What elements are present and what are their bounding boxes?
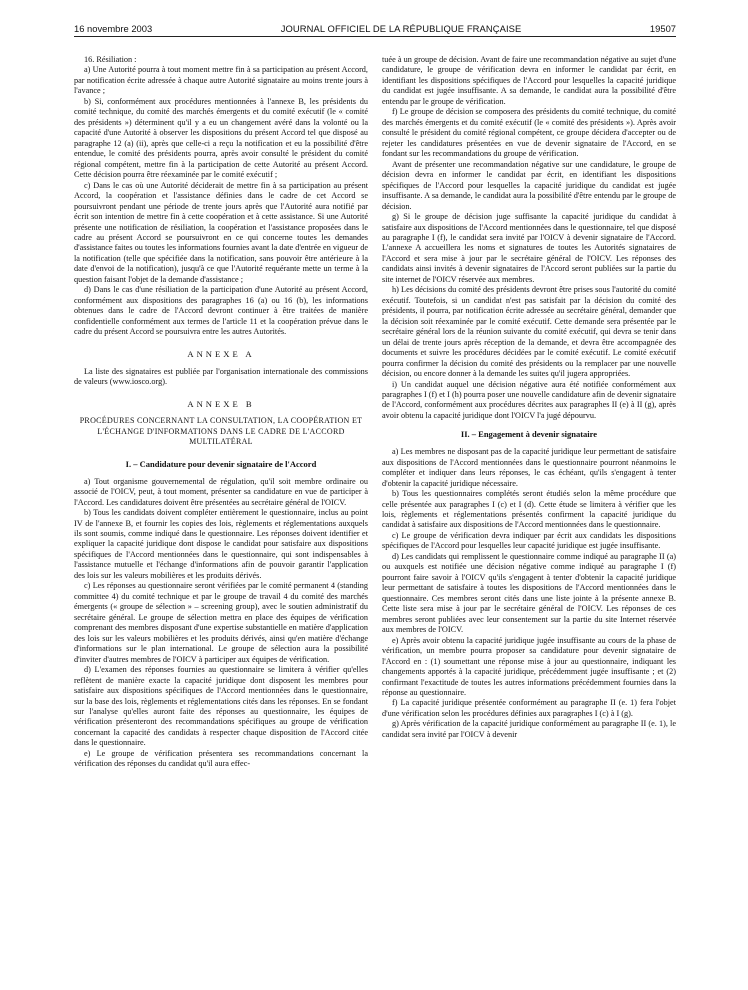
paragraph: e) Le groupe de vérification présentera ses recommandations concernant la vérification des réponses du candidat qu'il aura effec- xyxy=(74,748,368,769)
paragraph: c) Le groupe de vérification devra indiquer par écrit aux candidats les dispositions spécifiques de l'Accord pour lesquelles leur capacité juridique est jugée insuffisante. xyxy=(382,530,676,551)
left-column xyxy=(74,55,368,770)
paragraph: g) Si le groupe de décision juge suffisante la capacité juridique du candidat à satisfaire aux dispositions de l'Accord mentionnées dans le questionnaire, tel que disposé au paragraphe I (f), le candidat sera invité par l'OICV à devenir signataire de l'Accord. L'annexe A accueillera les noms et signatures de toutes les Autorités signataires de l'Accord et sera mise à jour par le secrétaire général de l'OICV. Les réponses des candidats ainsi invités à devenir signataires de l'Accord seront publiées sur la partie du site internet de l'OICV réservée aux membres. xyxy=(382,212,676,284)
paragraph: a) Une Autorité pourra à tout moment mettre fin à sa participation au présent Accord, par notification écrite adressée à chaque autre Autorité signataire au moins trente jours à l'avance ; xyxy=(74,65,368,96)
section-2-title: II. – Engagement à devenir signataire xyxy=(460,429,598,440)
paragraph: c) Les réponses au questionnaire seront vérifiées par le comité permanent 4 (standing committee 4) du comité technique et par le groupe de travail 4 du comité des marchés émergents (« groupe de sélection » – screening group), avec le soutien administratif du secrétaire général. Le groupe de sélection mettra en place des équipes de vérification comprenant des membres disposant d'une expertise substantielle en matière d'application des lois sur les valeurs mobilières et les produits dérivés, ainsi qu'en matière d'échange d'informations sur le plan international. Le groupe de sélection aura la possibilité d'inviter d'autres membres de l'OICV à participer aux équipes de vérification. xyxy=(74,581,368,664)
header-journal-title: JOURNAL OFFICIEL DE LA RÉPUBLIQUE FRANÇAISE xyxy=(280,23,522,34)
header-date: 16 novembre 2003 xyxy=(74,23,153,34)
section-1-title: I. – Candidature pour devenir signataire de l'Accord xyxy=(125,458,317,469)
paragraph: e) Après avoir obtenu la capacité juridique jugée insuffisante au cours de la phase de vérification, un membre pourra proposer sa candidature pour devenir signataire de l'Accord en : (1) soumettant une réponse mise à jour au questionnaire, indiquant les changements apportés à la capacité juridique, précédemment jugée insuffisante ; et (2) confirmant l'exactitude de toutes les autres informations précédemment fournies dans la réponse au questionnaire. xyxy=(382,635,676,697)
annexe-b-title: ANNEXE B xyxy=(187,398,255,409)
page-header xyxy=(74,18,676,37)
right-column xyxy=(382,55,676,770)
paragraph: b) Tous les questionnaires complétés seront étudiés selon la même procédure que celle présentée aux paragraphes I (c) et I (d). Cette étude se limitera à vérifier que les lois, règlements et réglementations présentés confirment la capacité juridique du candidat à satisfaire aux dispositions de l'Accord mentionnées dans le questionnaire. xyxy=(382,489,676,530)
header-page-number: 19507 xyxy=(649,23,676,34)
text-columns xyxy=(74,55,676,770)
paragraph: d) Les candidats qui remplissent le questionnaire comme indiqué au paragraphe II (a) ou auxquels est notifiée une décision négative comme indiqué au paragraphe I (f) pourront faire savoir à l'OICV qu'ils s'engagent à tenter d'obtenir la capacité juridique leur permettant de satisfaire à toutes les dispositions de l'Accord mentionnées dans le questionnaire. Ces membres seront cités dans une liste jointe à la présente annexe B. Cette liste sera mise à jour par le secrétaire général de l'OICV. Les réponses de ces membres seront publiées avec leur consentement sur la partie du site Internet réservée aux membres de l'OICV. xyxy=(382,551,676,635)
paragraph: d) Dans le cas d'une résiliation de la participation d'une Autorité au présent Accord, conformément aux dispositions des paragraphes 16 (a) ou 16 (b), les informations obtenues dans le cadre de l'Accord devront continuer à être traitées de manière confidentielle conformément aux termes de l'article 11 et la coopération prévue dans le cadre du présent Accord se poursuivra entre les autres Autorités. xyxy=(74,285,368,337)
paragraph-continued: tuée à un groupe de décision. Avant de faire une recommandation négative au sujet d'une candidature, le groupe de vérification devra en informer le candidat par écrit, en identifiant les dispositions spécifiques de l'Accord pour lesquelles la capacité juridique du candidat est jugée insuffisante. A sa demande, le candidat aura la possibilité d'être entendu par le groupe de vérification. xyxy=(382,55,676,106)
paragraph-resiliation-heading: 16. Résiliation : xyxy=(84,55,137,64)
paragraph: Avant de présenter une recommandation négative sur une candidature, le groupe de décision devra en informer le candidat par écrit, en identifiant les dispositions spécifiques de l'Accord pour lesquelles la capacité juridique du candidat est jugée insuffisante. A sa demande, le candidat aura la possibilité d'être entendu par le groupe de décision. xyxy=(382,159,676,211)
paragraph: b) Si, conformément aux procédures mentionnées à l'annexe B, les présidents du comité technique, du comité des marchés émergents et du comité exécutif (le « comité des présidents ») déterminent qu'il y a eu un changement avéré dans la volonté ou la capacité d'une Autorité à observer les dispositions du présent Accord tel que disposé au paragraphe 12 (a) (ii), après que celle-ci a reçu la notification et eu la possibilité d'être entendue, le comité des présidents pourra, après avoir consulté le président du comité régional compétent, mettre fin à la participation de cette Autorité au présent Accord. Cette décision pourra être réexaminée par le comité exécutif ; xyxy=(74,96,368,180)
paragraph: g) Après vérification de la capacité juridique conformément au paragraphe II (e. 1), le candidat sera invité par l'OICV à devenir xyxy=(382,719,676,739)
paragraph: f) La capacité juridique présentée conformément au paragraphe II (e. 1) fera l'objet d'une vérification selon les procédures définies aux paragraphes I (c) à I (g). xyxy=(382,698,676,718)
paragraph: f) Le groupe de décision se composera des présidents du comité technique, du comité des marchés émergents et du comité exécutif (le « comité des présidents »). Après avoir consulté le président du comité régional compétent, ce groupe décidera d'accepter ou de rejeter les candidatures présentées en vue de devenir signataire de l'Accord, en se fondant sur les recommandations du groupe de vérification. xyxy=(382,107,676,159)
paragraph: b) Tous les candidats doivent compléter entièrement le questionnaire, inclus au point IV de l'annexe B, et fournir les copies des lois, règlements et réglementations auxquels ils sont soumis, comme indiqué dans le questionnaire. Les réponses doivent identifier et expliquer la capacité juridique dont dispose le candidat pour satisfaire aux dispositions spécifiques de l'Accord mentionnées dans le questionnaire, qui sont indispensables à l'assistance mutuelle et l'échange d'informations afin de pouvoir garantir l'application des lois sur les valeurs mobilières et les produits dérivés. xyxy=(74,508,368,580)
paragraph: d) L'examen des réponses fournies au questionnaire se limitera à vérifier qu'elles reflètent de manière exacte la capacité juridique dont disposent les membres pour satisfaire aux dispositions spécifiques de l'Accord mentionnées dans le questionnaire, sur la base des lois, règlements et réglementations cités dans les réponses. En se fondant sur l'analyse qu'elles auront faite des réponses au questionnaire, les équipes de vérification présenteront des recommandations spécifiques au groupe de vérification concernant la capacité des candidats à respecter chaque disposition de l'Accord citée dans le questionnaire. xyxy=(74,665,368,748)
paragraph: c) Dans le cas où une Autorité déciderait de mettre fin à sa participation au présent Accord, la coopération et l'assistance définies dans le cadre de cet Accord se poursuivront pendant une période de trente jours après que l'Autorité aura notifié par écrit son intention de mettre fin à cette coopération et à cette assistance. Si une Autorité présente une notification de résiliation, la coopération et l'assistance proposées dans le cadre au présent Accord se poursuivront en ce qui concerne toutes les demandes d'assistance faites ou toutes les informations fournies avant la date d'entrée en vigueur de la notification (telle que spécifiée dans la notification, sans pouvoir être antérieure à la date d'envoi de la notification), jusqu'à ce que l'Autorité requérante mette un terme à la question faisant l'objet de la demande d'assistance ; xyxy=(74,180,368,284)
paragraph: a) Tout organisme gouvernemental de régulation, qu'il soit membre ordinaire ou associé de l'OICV, peut, à tout moment, présenter sa candidature en vue de participer à l'Accord. Les candidatures doivent être présentées au secrétaire général de l'OICV. xyxy=(74,476,368,507)
annexe-b-subtitle: PROCÉDURES CONCERNANT LA CONSULTATION, LA COOPÉRATION ET L'ÉCHANGE D'INFORMATIONS DANS LE CADRE DE L'ACCORD MULTILATÉRAL xyxy=(79,416,363,446)
annexe-a-title: ANNEXE A xyxy=(187,348,255,359)
paragraph: La liste des signataires est publiée par l'organisation internationale des commissions de valeurs (www.iosco.org). xyxy=(74,366,368,387)
paragraph: h) Les décisions du comité des présidents devront être prises sous l'autorité du comité exécutif. Toutefois, si un candidat n'est pas satisfait par la décision du comité des présidents, il pourra, par notification écrite adressée au secrétaire général, demander que la décision soit réexaminée par le comité exécutif. Cette demande sera présentée par le secrétaire général lors de la réunion suivante du comité exécutif, qui devra se tenir dans un délai de trente jours après réception de la demande, et devra être accompagnée des documents et suivre les procédures décidées par le comité exécutif. Le comité exécutif pourra confirmer la décision du comité des présidents ou la remplacer par une nouvelle décision, ou encore donner à la demande les suites qu'il jugera appropriées. xyxy=(382,285,676,379)
paragraph: a) Les membres ne disposant pas de la capacité juridique leur permettant de satisfaire aux dispositions de l'Accord mentionnées dans le questionnaire pourront néanmoins le compléter et indiquer dans leurs réponses, le cas échéant, qu'ils s'engagent à tenter d'obtenir la capacité juridique nécessaire. xyxy=(382,447,676,488)
paragraph: i) Un candidat auquel une décision négative aura été notifiée conformément aux paragraphes I (f) et I (h) pourra poser une nouvelle candidature afin de devenir signataire de l'Accord, conformément aux procédures décrites aux paragraphes II (e) à II (g), après avoir obtenu la capacité juridique dont l'OICV l'a jugé dépourvu. xyxy=(382,379,676,420)
